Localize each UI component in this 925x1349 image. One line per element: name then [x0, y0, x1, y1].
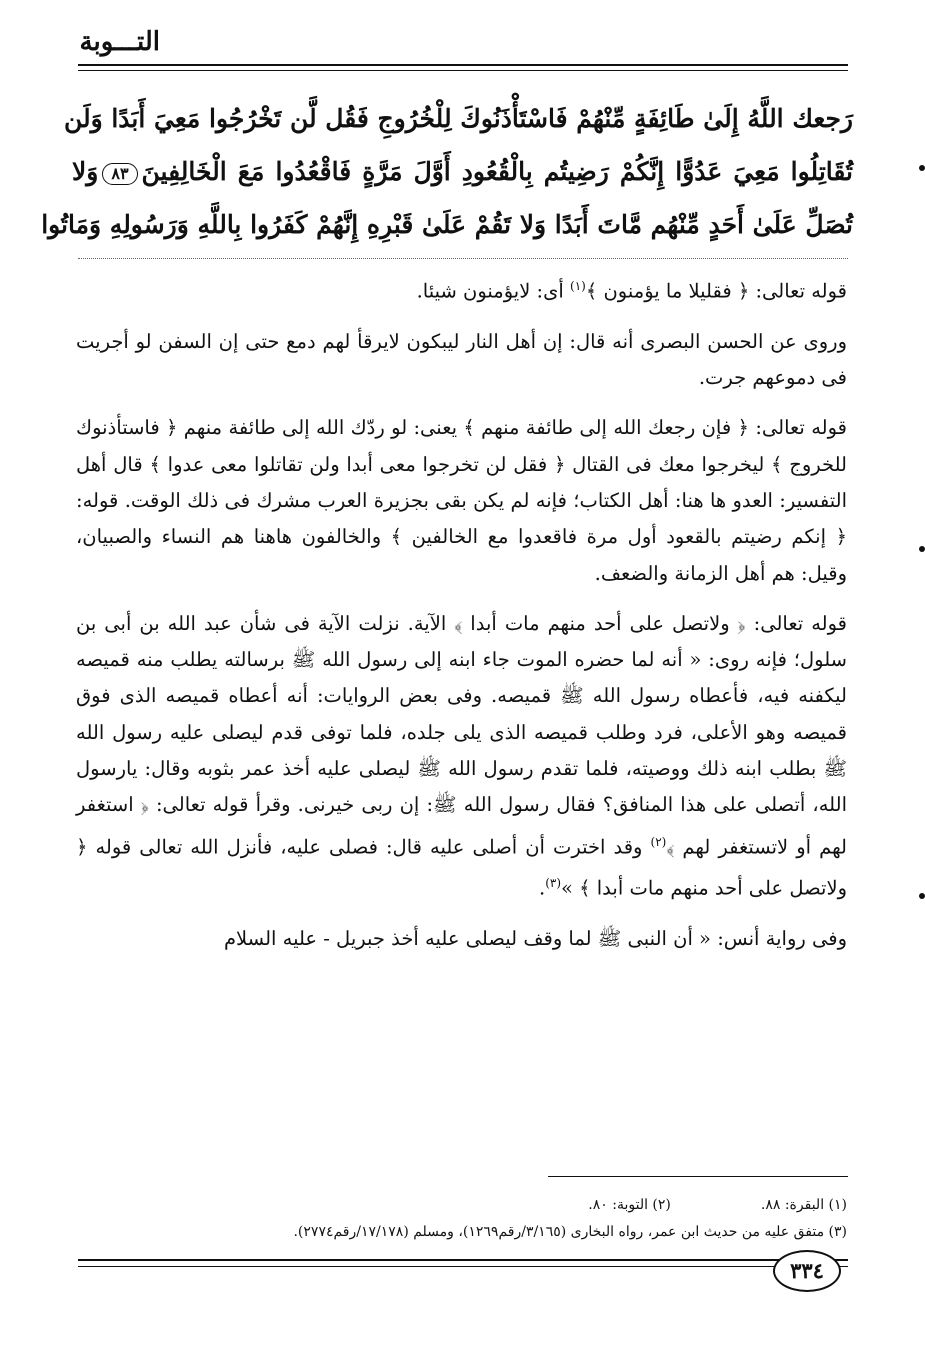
footnote-2: (٢) التوبة: ٨٠.	[588, 1197, 671, 1213]
verse-line-1: رَجعك اللَّهُ إِلَىٰ طَائِفَةٍ مِّنْهُمْ فَاسْتَأْذَنُوكَ لِلْخُرُوجِ فَقُل لَّن تَخْرُجُوا مَعِيَ أَبَدًا وَلَن	[63, 104, 853, 133]
commentary-text	[76, 268, 847, 972]
ayah-number-marker: ٨٣	[102, 163, 137, 185]
running-header-title: التـــوبة	[79, 27, 160, 57]
paragraph-1	[76, 268, 847, 310]
footnote-ref-3: (٣)	[545, 876, 562, 891]
footnote-1: (١) البقرة: ٨٨.	[760, 1197, 847, 1213]
footer-rule-thin	[78, 1266, 848, 1267]
footnote-ref-2: (٢)	[650, 834, 667, 849]
footnote-rule	[548, 1176, 848, 1177]
header-rule-thick	[78, 64, 848, 66]
footnote-row-1	[78, 1192, 847, 1219]
paragraph-1-text: قوله تعالى: ﴿ فقليلا ما يؤمنون ﴾	[585, 279, 847, 303]
footer-rule-thick	[78, 1259, 848, 1261]
verse-line-2	[72, 145, 853, 198]
paragraph-1-tail: أى: لايؤمنون شيئا.	[416, 279, 571, 303]
verse-line-3: تُصَلِّ عَلَىٰ أَحَدٍ مِّنْهُم مَّاتَ أَبَدًا وَلا تَقُمْ عَلَىٰ قَبْرِهِ إِنَّهُمْ كَفَرُوا بِاللَّهِ وَرَسُولِهِ وَمَاتُوا	[41, 210, 853, 239]
verse-line-2-text: تُقَاتِلُوا مَعِيَ عَدُوًّا إِنَّكُمْ رَضِيتُم بِالْقُعُودِ أَوَّلَ مَرَّةٍ فَاقْعُدُوا مَعَ الْخَالِفِينَ	[141, 157, 853, 186]
paragraph-2: وروى عن الحسن البصرى أنه قال: إن أهل النار ليبكون لايرقأ لهم دمع حتى إن السفن لو أجريت فى دموعهم جرت.	[76, 329, 847, 390]
verse-line-2-end: وَلا	[72, 157, 99, 186]
paragraph-3: قوله تعالى: ﴿ فإن رجعك الله إلى طائفة منهم ﴾ يعنى: لو ردّك الله إلى طائفة منهم ﴿ فاستأذنوك للخروج ﴾ ليخرجوا معك فى القتال ﴿ فقل لن تخرجوا معى أبدا ولن تقاتلوا معى عدوا ﴾ قال أهل التفسير: العدو ها هنا: أهل الكتاب؛ فإنه لم يكن بقى بجزيرة العرب مشرك فى ذلك الوقت. قوله: ﴿ إنكم رضيتم بالقعود أول مرة فاقعدوا مع الخالفين ﴾ والخالفون هاهنا هم النساء والصبيان، وقيل: هم أهل الزمانة والضعف.	[76, 416, 847, 585]
page-number: ٣٣٤	[773, 1250, 841, 1292]
margin-mark	[919, 546, 925, 552]
verses-separator	[78, 258, 848, 259]
paragraph-4	[76, 606, 847, 907]
paragraph-5: وفى رواية أنس: « أن النبى ﷺ لما وقف ليصلى عليه أخذ جبريل - عليه السلام	[223, 927, 847, 951]
quran-verses-block	[41, 92, 853, 251]
margin-mark	[919, 893, 925, 899]
footnotes	[78, 1192, 847, 1246]
paragraph-4-end: .	[538, 876, 546, 900]
margin-mark	[919, 165, 925, 171]
footnote-ref-1: (١)	[570, 279, 586, 293]
paragraph-4-tail: وقد اخترت أن أصلى عليه قال: فصلى عليه، فأنزل الله تعالى قوله ﴿ ولاتصل على أحد منهم مات أبدا ﴾ »	[76, 835, 847, 900]
header-rule-thin	[78, 70, 848, 71]
paragraph-4-text: قوله تعالى: ﴿ ولاتصل على أحد منهم مات أبدا ﴾ الآية. نزلت الآية فى شأن عبد الله بن أبى بن سلول؛ فإنه روى: « أنه لما حضره الموت جاء ابنه إلى رسول الله ﷺ برسالته يطلب منه قميصه ليكفنه فيه، فأعطاه رسول الله ﷺ قميصه. وفى بعض الروايات: أنه أعطاه قميصه الذى فوق قميصه وهو الأعلى، فرد وطلب قميصه الذى يلى جلده، فلما توفى قدم ليصلى عليه رسول الله ﷺ بطلب ابنه ذلك ووصيته، فلما تقدم رسول الله ﷺ ليصلى عليه أخذ عمر بثوبه وقال: يارسول الله، أتصلى على هذا المنافق؟ فقال رسول الله ﷺ: إن ربى خيرنى. وقرأ قوله تعالى: ﴿ استغفر لهم أو لاتستغفر لهم ﴾	[76, 611, 847, 859]
footnote-3: (٣) متفق عليه من حديث ابن عمر، رواه البخارى (٣/١٦٥/رقم١٢٦٩)، ومسلم (١٧/١٧٨/رقم٢٧٧٤).	[293, 1224, 847, 1240]
